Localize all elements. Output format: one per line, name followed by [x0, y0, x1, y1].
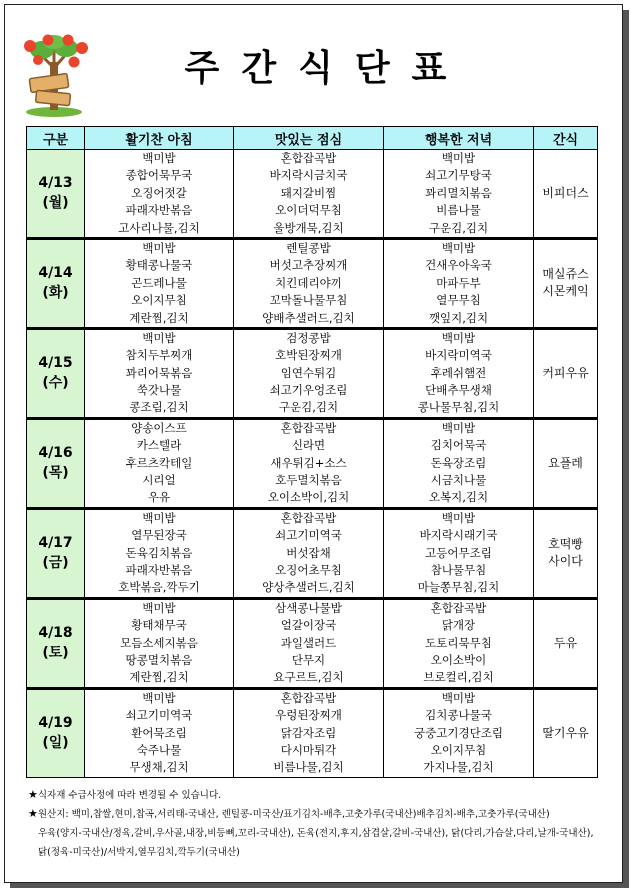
- dinner-cell: [384, 508, 534, 598]
- breakfast-item: 백미밥: [142, 510, 176, 525]
- day-date: 4/15: [38, 355, 73, 372]
- lunch-cell: [234, 598, 384, 688]
- breakfast-item: 카스텔라: [136, 438, 182, 453]
- dinner-item: 콩나물무침,김치: [417, 400, 500, 415]
- breakfast-item: 백미밥: [142, 690, 176, 705]
- snack-item: 매실쥬스: [542, 267, 589, 282]
- day-cell: [27, 238, 85, 328]
- breakfast-item: 오징어젓갈: [131, 185, 187, 200]
- table-row: [27, 150, 598, 239]
- lunch-item: 호두멸치볶음: [275, 473, 342, 488]
- lunch-item: 버섯잡채: [286, 545, 331, 560]
- star-icon: ★: [28, 807, 38, 820]
- day-weekday: (토): [42, 645, 69, 662]
- breakfast-item: 백미밥: [142, 600, 176, 615]
- dinner-item: 바지락시래기국: [419, 528, 498, 543]
- snack-item: 두유: [553, 635, 578, 650]
- dinner-item: 꽈리멸치볶음: [425, 185, 492, 200]
- snack-item: 사이다: [548, 554, 583, 569]
- snack-item: 요플레: [548, 455, 583, 470]
- lunch-cell: [234, 418, 384, 508]
- dinner-item: 구운김,김치: [428, 220, 489, 235]
- table-row: [27, 238, 598, 328]
- lunch-cell: [234, 328, 384, 418]
- header-snack: 간식: [534, 127, 598, 150]
- breakfast-item: 땅콩멸치볶음: [125, 652, 193, 667]
- lunch-item: 치킨데리야끼: [275, 275, 342, 290]
- lunch-item: 쇠고기우엉조림: [269, 383, 348, 398]
- page-shadow-right: [623, 10, 629, 888]
- breakfast-item: 계란찜,김치: [129, 310, 189, 325]
- breakfast-item: 꽈리어묵볶음: [125, 365, 193, 380]
- note-text: 닭(정육-미국산)/서박지,열무김치,깍두기(국내산): [38, 847, 240, 858]
- breakfast-item: 환어묵조림: [131, 725, 187, 740]
- dinner-item: 김치어묵국: [430, 438, 487, 453]
- breakfast-item: 오이지무침: [131, 293, 187, 308]
- lunch-item: 쇠고기미역국: [275, 528, 342, 543]
- dinner-item: 시금치나물: [430, 473, 487, 488]
- lunch-item: 혼합잡곡밥: [280, 510, 337, 525]
- table-row: [27, 598, 598, 688]
- breakfast-item: 후르츠칵테일: [125, 455, 193, 470]
- snack-cell: [534, 688, 598, 777]
- lunch-item: 요구르트,김치: [273, 670, 344, 685]
- lunch-item: 돼지갈비찜: [280, 185, 337, 200]
- breakfast-item: 시리얼: [142, 473, 176, 488]
- breakfast-item: 무생채,김치: [129, 760, 189, 775]
- day-weekday: (목): [42, 465, 69, 482]
- dinner-cell: [384, 238, 534, 328]
- dinner-item: 오이소박이: [430, 652, 487, 667]
- table-body: [27, 150, 598, 778]
- breakfast-item: 콩조림,김치: [129, 400, 189, 415]
- lunch-item: 혼합잡곡밥: [280, 151, 337, 165]
- breakfast-item: 쑥갓나물: [136, 383, 182, 398]
- dinner-item: 백미밥: [441, 151, 476, 165]
- breakfast-cell: [85, 508, 234, 598]
- note-line: [28, 824, 618, 843]
- snack-item: 호떡빵: [548, 537, 583, 552]
- lunch-cell: [234, 238, 384, 328]
- breakfast-item: 황태채무국: [131, 618, 187, 633]
- lunch-item: 단무지: [291, 652, 326, 667]
- dinner-item: 돈육장조림: [430, 455, 487, 470]
- lunch-item: 신라면: [291, 438, 326, 453]
- dinner-item: 백미밥: [441, 330, 476, 345]
- snack-cell: [534, 508, 598, 598]
- header-category: 구분: [27, 127, 85, 150]
- lunch-item: 혼합잡곡밥: [280, 690, 337, 705]
- day-date: 4/13: [38, 175, 73, 192]
- breakfast-item: 모듬소세지볶음: [120, 635, 198, 650]
- lunch-item: 오이소박이,김치: [267, 490, 350, 505]
- breakfast-item: 백미밥: [142, 330, 176, 345]
- lunch-item: 양상추샐러드,김치: [262, 580, 355, 595]
- table-row: [27, 508, 598, 598]
- breakfast-item: 종합어묵무국: [125, 168, 193, 183]
- breakfast-item: 곤드레나물: [131, 275, 187, 290]
- dinner-item: 열무무침: [436, 293, 481, 308]
- day-cell: [27, 508, 85, 598]
- day-cell: [27, 418, 85, 508]
- day-date: 4/18: [38, 625, 73, 642]
- weekly-menu-table: [26, 126, 598, 778]
- note-line: [28, 843, 618, 862]
- lunch-item: 호박된장찌개: [275, 348, 342, 363]
- breakfast-cell: [85, 238, 234, 328]
- breakfast-item: 파래자반볶음: [125, 203, 193, 218]
- lunch-item: 양배추샐러드,김치: [262, 310, 355, 325]
- dinner-cell: [384, 418, 534, 508]
- page-shadow-bottom: [10, 883, 629, 888]
- lunch-item: 울방개묵,김치: [273, 220, 344, 235]
- note-line: [28, 786, 618, 805]
- dinner-item: 백미밥: [441, 510, 476, 525]
- day-weekday: (금): [42, 555, 69, 572]
- dinner-item: 마늘쫑무침,김치: [417, 580, 500, 595]
- breakfast-cell: [85, 328, 234, 418]
- table-header-row: [27, 127, 598, 150]
- dinner-item: 바지락미역국: [425, 348, 492, 363]
- notes-section: [28, 786, 618, 862]
- lunch-item: 오징어초무침: [275, 562, 342, 577]
- day-date: 4/14: [38, 265, 73, 282]
- lunch-item: 구운김,김치: [278, 400, 339, 415]
- lunch-item: 바지락시금치국: [269, 168, 348, 183]
- snack-cell: [534, 418, 598, 508]
- lunch-cell: [234, 508, 384, 598]
- lunch-item: 과일샐러드: [280, 635, 337, 650]
- header-dinner: 행복한 저녁: [384, 127, 534, 150]
- dinner-item: 단배추무생채: [425, 383, 492, 398]
- breakfast-item: 참치두부찌개: [125, 348, 193, 363]
- star-icon: ★: [28, 788, 38, 801]
- day-cell: [27, 598, 85, 688]
- dinner-item: 쇠고기무탕국: [425, 168, 492, 183]
- dinner-item: 닭개장: [441, 618, 476, 633]
- lunch-item: 닭감자조림: [280, 725, 337, 740]
- breakfast-cell: [85, 150, 234, 239]
- dinner-item: 후레쉬햄전: [430, 365, 487, 380]
- lunch-item: 오이더덕무침: [275, 203, 342, 218]
- breakfast-item: 고사리나물,김치: [118, 220, 200, 235]
- dinner-item: 백미밥: [441, 240, 476, 255]
- breakfast-cell: [85, 598, 234, 688]
- lunch-item: 꼬막돌나물무침: [269, 293, 348, 308]
- dinner-item: 백미밥: [441, 420, 476, 435]
- breakfast-item: 양송이스프: [131, 420, 187, 435]
- lunch-item: 혼합잡곡밥: [280, 420, 337, 435]
- note-text: 식자재 수급사정에 따라 변경될 수 있습니다.: [37, 790, 222, 801]
- breakfast-item: 백미밥: [142, 240, 176, 255]
- header-lunch: 맛있는 점심: [234, 127, 384, 150]
- dinner-cell: [384, 328, 534, 418]
- dinner-cell: [384, 150, 534, 239]
- lunch-item: 얼갈이장국: [280, 618, 337, 633]
- dinner-item: 궁중고기경단조림: [414, 725, 503, 740]
- lunch-item: 렌틸콩밥: [286, 240, 331, 255]
- day-date: 4/17: [38, 535, 73, 552]
- dinner-item: 가지나물,김치: [423, 760, 494, 775]
- snack-item: 비피더스: [542, 185, 589, 200]
- day-cell: [27, 688, 85, 777]
- note-text: 원산지: 백미,찹쌀,현미,찹곡,서리태-국내산, 렌틸콩-미국산/표기김치-배추,고춧가루(국내산)배추김치-배추,고춧가루(국내산): [37, 809, 550, 820]
- breakfast-item: 우유: [147, 490, 171, 505]
- snack-item: 딸기우유: [542, 725, 589, 740]
- dinner-cell: [384, 688, 534, 777]
- lunch-item: 검정콩밥: [286, 330, 331, 345]
- table-row: [27, 328, 598, 418]
- snack-item: 커피우유: [542, 365, 589, 380]
- day-cell: [27, 328, 85, 418]
- day-date: 4/16: [38, 445, 73, 462]
- dinner-item: 오복지,김치: [428, 490, 489, 505]
- dinner-item: 오이지무침: [430, 742, 487, 757]
- day-cell: [27, 150, 85, 239]
- dinner-item: 비름나물: [436, 203, 481, 218]
- dinner-item: 김치콩나물국: [425, 708, 492, 723]
- note-text: 우육(양지-국내산/정육,갈비,우사골,내장,비등뼈,꼬리-국내산), 돈육(전지,후지,삼겹살,갈비-국내산), 닭(다리,가슴살,다리,날개-국내산),: [38, 828, 594, 839]
- snack-cell: [534, 328, 598, 418]
- breakfast-item: 쇠고기미역국: [125, 708, 193, 723]
- breakfast-cell: [85, 688, 234, 777]
- dinner-item: 혼합잡곡밥: [430, 600, 487, 615]
- lunch-cell: [234, 688, 384, 777]
- breakfast-item: 황태콩나물국: [125, 258, 193, 273]
- dinner-item: 깻잎지,김치: [428, 310, 489, 325]
- day-weekday: (화): [42, 285, 69, 302]
- table-row: [27, 688, 598, 777]
- dinner-item: 도토리묵무침: [425, 635, 492, 650]
- dinner-item: 브로컬리,김치: [423, 670, 494, 685]
- breakfast-item: 호박볶음,깍두기: [118, 580, 200, 595]
- dinner-item: 백미밥: [441, 690, 476, 705]
- dinner-item: 참나물무침: [430, 562, 487, 577]
- note-line: [28, 805, 618, 824]
- dinner-cell: [384, 598, 534, 688]
- lunch-item: 비름나물,김치: [273, 760, 344, 775]
- lunch-item: 다시마튀각: [280, 742, 337, 757]
- lunch-item: 우렁된장찌개: [275, 708, 342, 723]
- lunch-item: 버섯고추장찌개: [269, 258, 348, 273]
- dinner-item: 건새우아욱국: [425, 258, 492, 273]
- table-row: [27, 418, 598, 508]
- dinner-item: 마파두부: [436, 275, 481, 290]
- lunch-item: 삼색콩나물밥: [275, 600, 342, 615]
- dinner-item: 고등어무조림: [425, 545, 492, 560]
- page-title: 주간식단표: [184, 48, 469, 89]
- header-breakfast: 활기찬 아침: [85, 127, 234, 150]
- snack-cell: [534, 598, 598, 688]
- day-date: 4/19: [38, 715, 73, 732]
- breakfast-item: 백미밥: [142, 151, 176, 165]
- breakfast-item: 돈육김치볶음: [125, 545, 193, 560]
- breakfast-item: 파래자반볶음: [125, 562, 193, 577]
- day-weekday: (수): [42, 375, 69, 392]
- snack-cell: [534, 238, 598, 328]
- breakfast-item: 계란찜,김치: [129, 670, 189, 685]
- lunch-item: 임연수튀김: [280, 365, 337, 380]
- snack-item: 시몬케익: [542, 284, 589, 299]
- snack-cell: [534, 150, 598, 239]
- lunch-item: 새우튀김+소스: [270, 455, 347, 470]
- breakfast-item: 열무된장국: [131, 528, 187, 543]
- day-weekday: (월): [42, 195, 69, 212]
- breakfast-cell: [85, 418, 234, 508]
- lunch-cell: [234, 150, 384, 239]
- day-weekday: (일): [42, 735, 69, 752]
- breakfast-item: 숙주나물: [136, 742, 182, 757]
